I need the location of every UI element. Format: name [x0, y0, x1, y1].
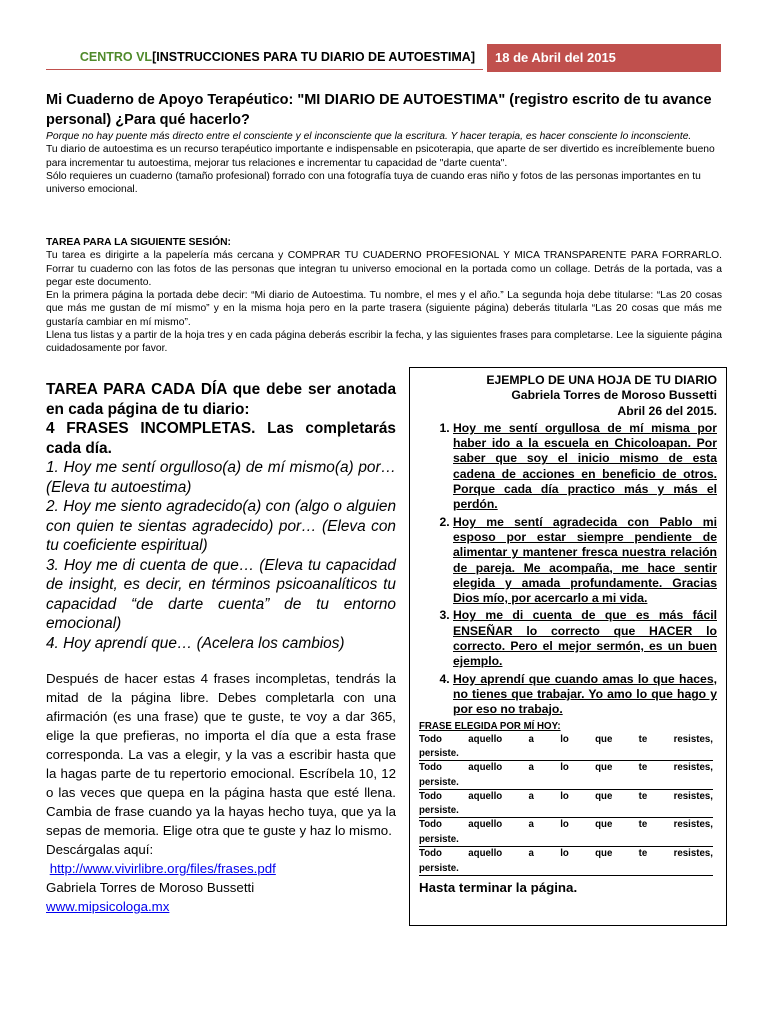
- task-paragraph-3: Llena tus listas y a partir de la hoja tres y en cada página deberás escribir la fecha, y las siguientes frases para completarse. Lee la siguiente página cuidadosamente por favor.: [46, 330, 722, 355]
- phrase-word: aquello: [468, 733, 503, 745]
- phrase-row: [419, 761, 717, 790]
- author-name: Gabriela Torres de Moroso Bussetti: [46, 880, 255, 895]
- site-link[interactable]: www.mipsicologa.mx: [46, 899, 170, 914]
- daily-subheading: 4 FRASES INCOMPLETAS. Las completarás cada día.: [46, 420, 396, 457]
- phrase-row: [419, 847, 717, 876]
- daily-item: 3. Hoy me di cuenta de que… (Eleva tu capacidad de insight, es decir, en términos psicoanalíticos tu capacidad “de darte cuenta” de tu entorno emocional): [46, 556, 396, 632]
- phrase-end: persiste.: [419, 776, 713, 790]
- task-heading: TAREA PARA LA SIGUIENTE SESIÓN:: [46, 237, 231, 248]
- phrase-word: aquello: [468, 762, 503, 774]
- example-heading: EJEMPLO DE UNA HOJA DE TU DIARIO: [486, 373, 717, 387]
- phrase-word: te: [638, 819, 648, 831]
- phrase-word: te: [638, 847, 648, 859]
- phrase-word: Todo: [419, 762, 442, 774]
- phrase-word: Todo: [419, 847, 442, 859]
- example-author: Gabriela Torres de Moroso Bussetti: [511, 388, 717, 403]
- intro-paragraph-2: Sólo requieres un cuaderno (tamaño profesional) forrado con una fotografía tuya de cuando eras niño y fotos de las personas importantes en tu universo emocional.: [46, 170, 701, 196]
- download-link[interactable]: http://www.vivirlibre.org/files/frases.pdf: [49, 861, 276, 876]
- phrase-word: te: [638, 733, 648, 745]
- example-date: Abril 26 del 2015.: [617, 403, 717, 418]
- phrase-word: aquello: [468, 819, 503, 831]
- phrase-word: lo: [560, 819, 569, 831]
- phrase-end: persiste.: [419, 804, 713, 818]
- phrase-word: que: [595, 819, 613, 831]
- phrase-word: lo: [560, 790, 569, 802]
- daily-heading: TAREA PARA CADA DÍA que debe ser anotada en cada página de tu diario:: [46, 381, 396, 418]
- daily-task-column: [46, 380, 396, 916]
- download-label: Descárgalas aquí:: [46, 842, 154, 857]
- phrase-word: te: [638, 790, 648, 802]
- daily-item: 2. Hoy me siento agradecido(a) con (algo o alguien con quien te sientas agradecido) por… (Eleva con tu coeficiente espiritual): [46, 498, 396, 554]
- phrase-word: que: [595, 733, 613, 745]
- selected-phrase-label: FRASE ELEGIDA POR MÍ HOY:: [419, 720, 561, 732]
- phrase-end: persiste.: [419, 747, 713, 761]
- header-title: [INSTRUCCIONES PARA TU DIARIO DE AUTOESTIMA]: [152, 50, 475, 64]
- phrase-word: resistes,: [673, 790, 713, 802]
- phrase-word: que: [595, 847, 613, 859]
- header-org: CENTRO VL: [79, 50, 153, 64]
- phrase-word: Todo: [419, 790, 442, 802]
- example-item: 3. Hoy me di cuenta de que es más fácil ENSEÑAR lo correcto que HACER lo correcto. Pero el mejor sermón, es un buen ejemplo.: [453, 608, 717, 669]
- phrase-word: aquello: [468, 847, 503, 859]
- task-paragraph-2: En la primera página la portada debe decir: “Mi diario de Autoestima. Tu nombre, el mes y el año.” La segunda hoja debe titularse: “Las 20 cosas que más me gustan de mí mismo” y en la misma hoja pero en la parte trasera (siguiente página) deberás titularla “Las 20 cosas que más me gustaría cambiar en mí mismo”.: [46, 290, 722, 328]
- example-list: [419, 421, 717, 718]
- phrase-row: [419, 818, 717, 847]
- intro-paragraph-1: Tu diario de autoestima es un recurso terapéutico importante e indispensable en psicoterapia, que aparte de ser divertido es increíblemente bueno para incrementar tu autoestima, mejorar tus relaciones e incrementar tu capacidad de "darte cuenta".: [46, 144, 715, 169]
- phrase-word: aquello: [468, 790, 503, 802]
- phrase-word: resistes,: [673, 819, 713, 831]
- phrase-word: lo: [560, 847, 569, 859]
- task-paragraph-1: Tu tarea es dirigirte a la papelería más cercana y COMPRAR TU CUADERNO PROFESIONAL Y MICA TRANSPARENTE PARA FORRARLO. Forrar tu cuaderno con las fotos de las personas que integran tu universo emocional en la portada como un collage. Detrás de la portada, vas a pegar este documento.: [46, 250, 722, 288]
- daily-item: 4. Hoy aprendí que… (Acelera los cambios): [46, 634, 345, 652]
- example-box: [409, 367, 727, 926]
- phrase-word: a: [528, 762, 534, 774]
- phrase-word: resistes,: [673, 847, 713, 859]
- intro-italic: Porque no hay puente más directo entre el consciente y el inconsciente que la escritura. Y hacer terapia, es hacer consciente lo inconsciente.: [46, 131, 692, 142]
- daily-item: 1. Hoy me sentí orgulloso(a) de mí mismo(a) por… (Eleva tu autoestima): [46, 459, 396, 496]
- phrase-word: que: [595, 762, 613, 774]
- phrase-word: a: [528, 847, 534, 859]
- phrase-word: resistes,: [673, 733, 713, 745]
- header-title-bar: [46, 44, 483, 70]
- phrase-word: lo: [560, 762, 569, 774]
- phrase-lines: [419, 733, 717, 876]
- phrase-end: persiste.: [419, 862, 713, 876]
- phrase-word: a: [528, 819, 534, 831]
- page-header: [46, 44, 721, 72]
- intro-section: [46, 130, 722, 196]
- phrase-row: [419, 790, 717, 819]
- phrase-word: Todo: [419, 819, 442, 831]
- phrase-word: a: [528, 790, 534, 802]
- phrase-end: persiste.: [419, 833, 713, 847]
- phrase-row: [419, 733, 717, 762]
- header-date: 18 de Abril del 2015: [487, 44, 721, 72]
- example-item: 1. Hoy me sentí orgullosa de mí misma por haber ido a la escuela en Chicoloapan. Por saber que soy el inicio mismo de esta cadena de acciones en beneficio de otros. Porque cada día practico más y más el perdón.: [453, 421, 717, 513]
- task-section: [46, 236, 722, 356]
- phrase-word: lo: [560, 733, 569, 745]
- phrase-word: resistes,: [673, 762, 713, 774]
- phrase-word: a: [528, 733, 534, 745]
- document-title: Mi Cuaderno de Apoyo Terapéutico: "MI DIARIO DE AUTOESTIMA" (registro escrito de tu avance personal) ¿Para qué hacerlo?: [46, 92, 712, 128]
- daily-body: Después de hacer estas 4 frases incompletas, tendrás la mitad de la página libre. Debes completarla con una afirmación (es una frase) que te guste, te voy a dar 365, elige la que prefieras, no importa el día que a esta frase corresponda. La vas a elegir, y la vas a escribir hasta que la hagas parte de tu repertorio emocional. Escríbela 10, 12 o las veces que quepa en la página hasta que esté llena. Cambia de frase cuando ya la hayas hecho tuya, que ya la sepas de memoria. Elige otra que te guste y haz lo mismo.: [46, 671, 396, 838]
- phrase-word: Todo: [419, 733, 442, 745]
- phrase-word: te: [638, 762, 648, 774]
- example-item: 4. Hoy aprendí que cuando amas lo que haces, no tienes que trabajar. Yo amo lo que hago y por eso no trabajo.: [453, 672, 717, 718]
- example-item: 2. Hoy me sentí agradecida con Pablo mi esposo por estar siempre pendiente de alimentar y mantener fresca nuestra relación de pareja. Me acompaña, me hace sentir elegida y amada profundamente. Gracias Dios mío, por acercarlo a mi vida.: [453, 515, 717, 607]
- phrase-word: que: [595, 790, 613, 802]
- example-end: Hasta terminar la página.: [419, 879, 578, 895]
